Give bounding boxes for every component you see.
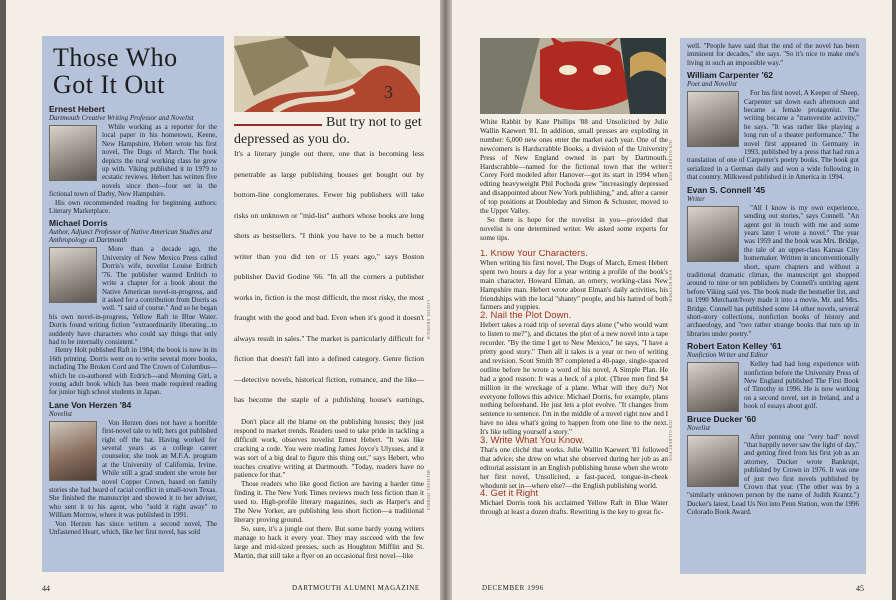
section-heading: 3. Write What You Know. <box>480 435 585 447</box>
author-profile-kelley <box>687 341 859 410</box>
author-bio: His own recommended reading for beginning authors: Literary Marketplace. <box>49 198 217 216</box>
section-heading: 4. Get it Right <box>480 488 539 500</box>
section-text: That's one cliché that works. Julie Wallin Kaewert '81 followed that advice; she drew on what she observed during her job as an editorial assistant in an English publishing house when she wrote her first novel, Unsolicited, a fast-paced, tongue-in-cheek whodunit set in—where else?—the English publishing world. <box>480 445 668 490</box>
svg-text:3: 3 <box>384 82 393 102</box>
page-number: 45 <box>856 584 864 593</box>
magazine-footer: DARTMOUTH ALUMNI MAGAZINE <box>292 584 420 592</box>
author-name: Evan S. Connell '45 <box>687 184 766 195</box>
sidebar-intro: well. "People have said that the end of the novel has been imminent for decades," she says. "So it's nice to make one's living in such an impossible way." <box>687 42 859 67</box>
author-bio: Kelley had had long experience with nonfiction before the University Press of New England published The First Book of Timothy in 1996. He is now working on a second novel, set in Ireland, and a book of essays about golf. <box>744 360 859 411</box>
portrait-photo <box>687 362 739 412</box>
portrait-photo <box>687 206 739 262</box>
photo-credit: SAM KITTNER <box>668 270 673 303</box>
portrait-photo <box>49 421 97 481</box>
illustration-devil-mask <box>480 38 666 114</box>
portrait-photo <box>49 125 97 181</box>
author-role: Author, Adjunct Professor of Native American Studies and Anthropology at Dartmouth <box>49 228 212 245</box>
body-paragraph: Those readers who like good fiction are having a harder time finding it. The New York Times reviews much less fiction than it used to. High-profile literary magazines, such as Harper's and The New Yorker, are publishing less short fiction—a traditional literary proving ground. <box>234 480 424 524</box>
author-profile-von-herzen <box>49 400 217 537</box>
right-page <box>452 0 892 600</box>
tips-column <box>480 250 668 584</box>
author-bio: Von Herzen does not have a horrible first-novel tale to tell; hers got published right off the bat. Having worked for several years as a college career counselor, she took an M.F.A. program at the University of California, Irvine. While still a grad student she wrote her novel Copper Crown, based on family stories she had heard of racial conflict in small-town Texas. She finished the manuscript and showed it to her adviser, who sent it to his agent, who "sold it right away" to William Morrow, where it was published in 1991. <box>49 418 217 520</box>
author-profile-ducker <box>687 414 859 517</box>
section-heading: 1. Know Your Characters. <box>480 250 588 259</box>
article-column-top <box>480 118 668 254</box>
author-name: Bruce Ducker '60 <box>687 413 757 424</box>
page-number: 44 <box>42 584 50 593</box>
author-role: Writer <box>687 194 705 203</box>
portrait-photo <box>687 435 739 487</box>
author-role: Nonfiction Writer and Editor <box>687 351 769 360</box>
author-role: Dartmouth Creative Writing Professor and Novelist <box>49 114 194 122</box>
left-page <box>6 0 440 600</box>
author-name: William Carpenter '62 <box>687 70 774 81</box>
tip-section-2 <box>480 312 668 437</box>
issue-date-footer: DECEMBER 1996 <box>482 584 544 592</box>
photo-credit: MICHAEL DORRIS <box>426 470 431 511</box>
photo-credit: JON GILBERT FOX <box>668 420 673 462</box>
author-name: Robert Eaton Kelley '61 <box>687 341 782 352</box>
author-name: Lane Von Herzen '84 <box>49 399 132 410</box>
photo-credit: JON GILBERT FOX <box>668 140 673 182</box>
body-paragraph: Don't place all the blame on the publishing houses; they just respond to market trends. Readers used to take pride in tackling a difficult work, observes novelist Ernest Hebert. "It was like cracking a code. You were reading James Joyce's Ulysses, and it was sort of a big deal to figure this thing out," says Hebert, who teaches creative writing at Dartmouth. "Today, readers have no patience for that." <box>234 418 424 480</box>
author-profile-dorris <box>49 218 217 396</box>
tip-section-3 <box>480 437 668 490</box>
devil-mask-illustration-image <box>480 38 666 114</box>
section-text: Hebert takes a road trip of several days alone ("who would want to listen to me?"), and dictates the plot of a new novel into a tape recorder. "By the time I get to New Mexico," he says, "I have a pretty good story." Then all it takes is a year or two of writing and revision. Scott Smith '87 completed a 40-page, single-spaced outline before he wrote a word of his novel, A Simple Plan. He had a good reason: It was a heck of a plot. (Three men find $4 million in the wreckage of a plane. What will they do?) Not everyone follows this advice. Michael Dorris, for example, plans nothing beforehand. He just lets a plot evolve. "It changes from sentence to sentence. I'm in the middle of a novel right now and I have no idea what's going to happen from one line to the next. It's like telling yourself a story." <box>480 321 668 437</box>
book-gutter <box>440 0 452 600</box>
author-bio: "All I know is my own experience, sending out stories," says Connell. "An agent got in touch with me and some years later I wrote a novel." The year was 1959 and the book was Mrs. Bridge, the tale of an upper-class Kansas City homemaker. Written in unconventionally short, spare chapters and without a traditional dramatic climax, the manuscript got shopped around to nine or ten publishers by Connell's untiring agent before Viking said yes. The book made the bestseller list, and in 1990 Merchant/Ivory made it into a movie, Mr. and Mrs. Bridge. Connell has published some 14 other novels, several short-story collections, nonfiction books of history and archaeology, and "two rather strange books that turn up in libraries under poetry." <box>687 203 859 338</box>
author-profile-connell <box>687 185 859 339</box>
portrait-photo <box>687 91 739 147</box>
authors-sidebar <box>680 38 866 574</box>
illustration-snake-jungle <box>234 36 420 112</box>
photo-credit: LOUISE ERDRICH <box>426 300 431 340</box>
author-bio: Von Herzen has since written a second novel, The Unfastened Heart, which, like her first novel, has sold <box>49 519 217 537</box>
author-name: Michael Dorris <box>49 218 108 229</box>
authors-sidebar <box>42 36 224 572</box>
body-paragraph: So there is hope for the novelist in you—provided that novelist is one determined writer. We asked some experts for some tips. <box>480 215 668 242</box>
author-profile-carpenter <box>687 70 859 181</box>
author-bio: After penning one "very bad" novel "that happily never saw the light of day," and getting fired from his first job as an attorney, Ducker wrote Bankrupt, published by Crown in 1976. It was one of just two first novels published by Crown that year. (The other was by a "similarly unknown person by the name of Judith Krantz.") Ducker's latest, Lead Us Not into Penn Station, won the 1996 Colorado Book Award. <box>687 432 859 517</box>
author-name: Ernest Hebert <box>49 104 105 114</box>
author-bio: More than a decade ago, the University of New Mexico Press called Dorris's wife, novelist Louise Erdrich '76. The publisher wanted Erdrich to write a chapter for a book about the Native American novel-in-progress, and it asked for a contribution from Dorris as well. "I said of course." And so he began his own novel-in-progress, Yellow Raft in Blue Water. Dorris found writing fiction "extraordinarily liberating...to suddenly have characters who could say things that only had to be internally consistent." <box>49 245 217 346</box>
author-role: Novelist <box>49 409 72 418</box>
sidebar-title: Those Who Got It Out <box>53 43 178 99</box>
body-paragraph: So, sure, it's a jungle out there. But some hardy young writers manage to hack it every year. They may succeed with the few large and mid-sized presses, such as Houghton Mifflin and St. Martin, that still take a flyer on an occasional first novel—like <box>234 524 424 560</box>
author-bio: While working as a reporter for the local paper in his hometown, Keene, New Hampshire, Hebert wrote his first novel, The Dogs of March. The book depicts the rural working class he grew up with. Viking published it in 1979 to ecstatic reviews. Hebert has written five novels since then—four set in the fictional town of Darby, New Hampshire. <box>49 123 217 199</box>
lead-column <box>234 144 424 414</box>
tip-section-4 <box>480 490 668 517</box>
headline: But try not to get depressed as you do. <box>234 115 422 147</box>
body-column <box>234 418 424 570</box>
author-bio: Henry Holt published Raft in 1984; the book is now in its 16th printing. Dorris went on to write several more books, including The Broken Cord and The Crown of Columbus—which he co-authored with Erdrich—and Morning Girl, a young adult book which has been made required reading for junior high school students in Japan. <box>49 346 217 397</box>
author-role: Novelist <box>687 423 710 432</box>
author-bio: For his first novel, A Keeper of Sheep, Carpenter sat down each afternoon and became a female protagonist. The writing became a "transvestite activity," he says. "It was rather like playing a long run of a theater performance." The novel first appeared in Germany in 1993, published by a press that had run a translation of one of Carpenter's poetry books. The book got serialized in a German daily and won a wide following in that country. Milkweed published it in America in 1994. <box>687 89 859 182</box>
section-text: Michael Dorris took his acclaimed Yellow Raft in Blue Water through at least a dozen drafts. Rewriting is the key to great fic- <box>480 499 668 517</box>
section-text: When writing his first novel, The Dogs of March, Ernest Hebert spent two hours a day for a year writing a profile of the book's main character, Howard Elman, an ornery, working-class New Hampshire man. Hebert wrote about Elman's daily activities, his friendships with the local "shanty" people, and his hatred of both farmers and yuppies. <box>480 258 668 312</box>
jungle-illustration-image <box>234 36 420 112</box>
author-profile-hebert <box>49 104 217 215</box>
body-paragraph: White Rabbit by Kate Phillips '88 and Unsolicited by Julie Wallin Kaewert '81. In addition, small presses are exploding in number: 6,000 new ones enter the market each year. One of the newcomers is Hardscrabble Books, a division of the University Press of New England owned in part by Dartmouth. Hardscrabble—named for the fictional town that the writer Corey Ford modeled after Hanover—got its start in 1994 when editing heavyweight Phil Pochoda grew "increasingly depressed and disappointed about New York publishing," and, after a career of top positions at Doubleday and Simon & Schuster, moved to the Upper Valley. <box>480 118 668 216</box>
tip-section-1 <box>480 250 668 312</box>
lead-paragraph: It's a literary jungle out there, one that is becoming less penetrable as large publishing houses get bought out by bottom-line conglomerates. Fewer big publishers will take risks on unknown or "mid-list" authors whose books are long shots as bestsellers. "I think you have to be a much better writer than you did ten or 15 years ago," says Boston publisher David Godine '66. "In all the corners a publisher works in, fiction is the most difficult, the most risky, the most fraught with the good and bad. Even when it's good it doesn't always result in sales." The market is particularly difficult for fiction that doesn't fall into a defined category. Genre fiction—detective novels, historical fiction, romance, and the like—has become the staple of a publishing house's earnings, <box>234 149 424 404</box>
portrait-photo <box>49 247 97 303</box>
section-heading: 2. Nail the Plot Down. <box>480 310 572 322</box>
author-role: Poet and Novelist <box>687 80 737 89</box>
